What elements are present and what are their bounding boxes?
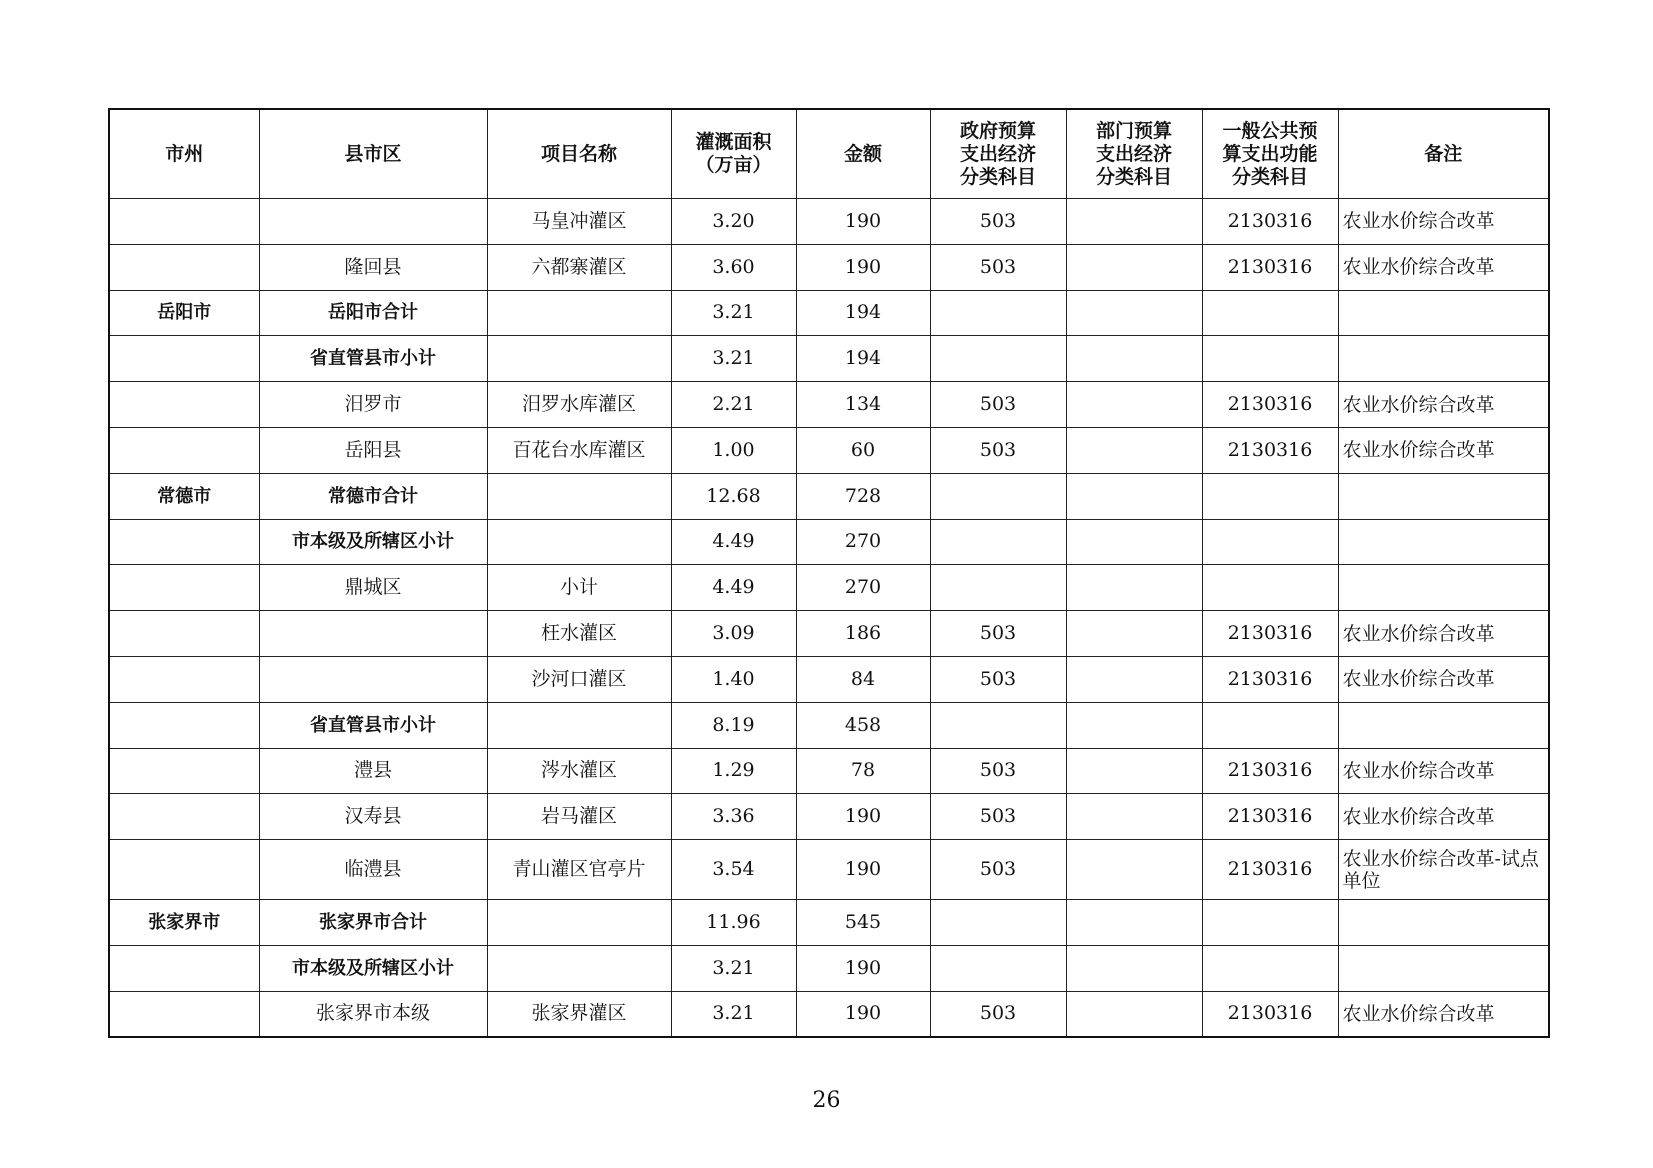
irrigation-area-cell: 1.40 — [671, 656, 796, 702]
amount-cell: 270 — [796, 519, 930, 565]
functional-class-cell: 2130316 — [1202, 991, 1338, 1037]
gov-economic-class-cell: 503 — [930, 748, 1066, 794]
remarks-cell: 农业水价综合改革 — [1338, 611, 1549, 657]
gov-economic-class-cell: 503 — [930, 427, 1066, 473]
project-name-cell — [487, 290, 671, 336]
amount-cell: 458 — [796, 702, 930, 748]
project-name-cell — [487, 900, 671, 946]
functional-class-cell — [1202, 702, 1338, 748]
city-cell: 岳阳市 — [109, 290, 259, 336]
irrigation-area-cell: 12.68 — [671, 473, 796, 519]
table-row — [109, 611, 1549, 657]
gov-economic-class-cell: 503 — [930, 382, 1066, 428]
irrigation-area-cell: 3.20 — [671, 199, 796, 245]
project-name-cell — [487, 702, 671, 748]
dept-economic-class-cell — [1066, 611, 1202, 657]
irrigation-area-cell: 3.60 — [671, 244, 796, 290]
table-row — [109, 244, 1549, 290]
dept-economic-class-cell — [1066, 382, 1202, 428]
county-cell: 市本级及所辖区小计 — [259, 945, 487, 991]
functional-class-cell: 2130316 — [1202, 427, 1338, 473]
budget-table — [108, 108, 1550, 1038]
remarks-cell — [1338, 702, 1549, 748]
irrigation-area-header — [671, 109, 796, 199]
city-cell — [109, 199, 259, 245]
irrigation-area-cell: 4.49 — [671, 519, 796, 565]
gov-economic-class-cell — [930, 336, 1066, 382]
dept-economic-class-cell — [1066, 991, 1202, 1037]
gov-economic-class-cell — [930, 900, 1066, 946]
irrigation-area-cell: 1.29 — [671, 748, 796, 794]
city-cell — [109, 702, 259, 748]
table-row — [109, 900, 1549, 946]
county-cell: 澧县 — [259, 748, 487, 794]
project-name-cell: 小计 — [487, 565, 671, 611]
page-number: 26 — [812, 1088, 841, 1113]
city-cell — [109, 611, 259, 657]
header-line: 备注 — [1424, 142, 1463, 165]
table-row — [109, 656, 1549, 702]
dept-economic-class-cell — [1066, 748, 1202, 794]
header-line: 分类科目 — [1095, 165, 1172, 188]
functional-class-cell — [1202, 473, 1338, 519]
city-cell — [109, 427, 259, 473]
county-cell: 岳阳县 — [259, 427, 487, 473]
amount-cell: 190 — [796, 945, 930, 991]
functional-class-cell — [1202, 900, 1338, 946]
dept-economic-class-cell — [1066, 244, 1202, 290]
city-cell — [109, 336, 259, 382]
amount-cell: 545 — [796, 900, 930, 946]
amount-cell: 78 — [796, 748, 930, 794]
amount-cell: 728 — [796, 473, 930, 519]
functional-class-cell — [1202, 290, 1338, 336]
city-cell: 张家界市 — [109, 900, 259, 946]
header-line: 灌溉面积 — [695, 131, 772, 153]
functional-class-cell: 2130316 — [1202, 656, 1338, 702]
amount-cell: 190 — [796, 840, 930, 900]
irrigation-area-cell: 3.21 — [671, 945, 796, 991]
header-line: 部门预算 — [1095, 119, 1172, 142]
county-cell: 岳阳市合计 — [259, 290, 487, 336]
functional-class-cell: 2130316 — [1202, 611, 1338, 657]
county-cell: 张家界市本级 — [259, 991, 487, 1037]
remarks-cell: 农业水价综合改革 — [1338, 748, 1549, 794]
irrigation-area-cell: 3.09 — [671, 611, 796, 657]
functional-class-cell: 2130316 — [1202, 840, 1338, 900]
irrigation-area-cell: 3.21 — [671, 290, 796, 336]
gov-economic-class-cell: 503 — [930, 199, 1066, 245]
irrigation-area-cell: 3.21 — [671, 991, 796, 1037]
project-name-cell: 汨罗水库灌区 — [487, 382, 671, 428]
dept-economic-class-cell — [1066, 473, 1202, 519]
header-line: 一般公共预 — [1222, 119, 1318, 142]
county-cell: 市本级及所辖区小计 — [259, 519, 487, 565]
city-cell — [109, 565, 259, 611]
functional-class-cell — [1202, 519, 1338, 565]
functional-class-cell: 2130316 — [1202, 382, 1338, 428]
functional-class-cell — [1202, 565, 1338, 611]
irrigation-area-cell: 3.54 — [671, 840, 796, 900]
remarks-cell — [1338, 519, 1549, 565]
county-cell: 汨罗市 — [259, 382, 487, 428]
amount-cell: 270 — [796, 565, 930, 611]
gov-economic-class-cell — [930, 702, 1066, 748]
city-cell — [109, 945, 259, 991]
irrigation-area-cell: 11.96 — [671, 900, 796, 946]
table-row — [109, 473, 1549, 519]
header-line: 支出经济 — [959, 142, 1036, 165]
table-row — [109, 519, 1549, 565]
functional-class-cell — [1202, 945, 1338, 991]
header-line: 市州 — [165, 142, 204, 165]
table-body — [109, 199, 1549, 1038]
table-row — [109, 427, 1549, 473]
table-row — [109, 290, 1549, 336]
dept-economic-class-cell — [1066, 702, 1202, 748]
dept-economic-class-cell — [1066, 290, 1202, 336]
header-line: 项目名称 — [540, 142, 617, 165]
remarks-cell: 农业水价综合改革 — [1338, 656, 1549, 702]
remarks-cell — [1338, 945, 1549, 991]
gov-economic-class-cell: 503 — [930, 794, 1066, 840]
county-cell: 鼎城区 — [259, 565, 487, 611]
remarks-cell: 农业水价综合改革 — [1338, 794, 1549, 840]
project-name-cell — [487, 473, 671, 519]
table-row — [109, 748, 1549, 794]
gov-economic-class-cell — [930, 290, 1066, 336]
dept-economic-class-cell — [1066, 840, 1202, 900]
gov-economic-class-cell — [930, 519, 1066, 565]
functional-class-cell: 2130316 — [1202, 794, 1338, 840]
project-name-cell: 涔水灌区 — [487, 748, 671, 794]
header-line: 分类科目 — [1231, 165, 1308, 188]
remarks-cell — [1338, 336, 1549, 382]
remarks-header — [1338, 109, 1549, 199]
gov-economic-class-header — [930, 109, 1066, 199]
amount-cell: 134 — [796, 382, 930, 428]
dept-economic-class-cell — [1066, 900, 1202, 946]
city-cell — [109, 748, 259, 794]
remarks-cell — [1338, 290, 1549, 336]
county-cell: 汉寿县 — [259, 794, 487, 840]
header-line: 支出经济 — [1095, 142, 1172, 165]
amount-cell: 190 — [796, 794, 930, 840]
table-row — [109, 336, 1549, 382]
remarks-cell — [1338, 900, 1549, 946]
remarks-cell: 农业水价综合改革 — [1338, 427, 1549, 473]
county-cell: 隆回县 — [259, 244, 487, 290]
dept-economic-class-header — [1066, 109, 1202, 199]
amount-cell: 190 — [796, 244, 930, 290]
functional-class-cell: 2130316 — [1202, 748, 1338, 794]
header-row — [109, 109, 1549, 199]
gov-economic-class-cell: 503 — [930, 244, 1066, 290]
remarks-cell — [1338, 473, 1549, 519]
city-cell — [109, 840, 259, 900]
header-line: 政府预算 — [959, 119, 1036, 142]
county-cell: 省直管县市小计 — [259, 702, 487, 748]
dept-economic-class-cell — [1066, 945, 1202, 991]
dept-economic-class-cell — [1066, 656, 1202, 702]
table-row — [109, 794, 1549, 840]
gov-economic-class-cell: 503 — [930, 991, 1066, 1037]
table-header — [109, 109, 1549, 199]
city-cell: 常德市 — [109, 473, 259, 519]
header-line: 算支出功能 — [1222, 142, 1318, 165]
table-row — [109, 945, 1549, 991]
amount-cell: 194 — [796, 290, 930, 336]
gov-economic-class-cell — [930, 945, 1066, 991]
remarks-cell: 农业水价综合改革 — [1338, 199, 1549, 245]
functional-class-cell: 2130316 — [1202, 244, 1338, 290]
city-cell — [109, 991, 259, 1037]
header-line: 县市区 — [344, 142, 402, 165]
gov-economic-class-cell — [930, 473, 1066, 519]
project-name-cell: 百花台水库灌区 — [487, 427, 671, 473]
remarks-cell: 农业水价综合改革-试点单位 — [1338, 840, 1549, 900]
county-cell: 临澧县 — [259, 840, 487, 900]
gov-economic-class-cell: 503 — [930, 656, 1066, 702]
county-cell: 张家界市合计 — [259, 900, 487, 946]
city-cell — [109, 244, 259, 290]
county-cell — [259, 199, 487, 245]
amount-cell: 60 — [796, 427, 930, 473]
functional-class-header — [1202, 109, 1338, 199]
amount-header — [796, 109, 930, 199]
gov-economic-class-cell: 503 — [930, 840, 1066, 900]
county-cell: 省直管县市小计 — [259, 336, 487, 382]
table-row — [109, 991, 1549, 1037]
amount-cell: 190 — [796, 991, 930, 1037]
city-cell — [109, 656, 259, 702]
project-name-cell: 枉水灌区 — [487, 611, 671, 657]
county-header — [259, 109, 487, 199]
irrigation-area-cell: 4.49 — [671, 565, 796, 611]
irrigation-area-cell: 3.36 — [671, 794, 796, 840]
header-line: 分类科目 — [959, 165, 1036, 188]
dept-economic-class-cell — [1066, 336, 1202, 382]
county-cell — [259, 656, 487, 702]
city-cell — [109, 794, 259, 840]
project-name-cell — [487, 336, 671, 382]
project-name-cell: 六都寨灌区 — [487, 244, 671, 290]
dept-economic-class-cell — [1066, 199, 1202, 245]
table-row — [109, 382, 1549, 428]
project-name-cell — [487, 945, 671, 991]
table-row — [109, 565, 1549, 611]
project-name-cell: 青山灌区官亭片 — [487, 840, 671, 900]
gov-economic-class-cell: 503 — [930, 611, 1066, 657]
amount-cell: 194 — [796, 336, 930, 382]
table-row — [109, 702, 1549, 748]
dept-economic-class-cell — [1066, 427, 1202, 473]
project-name-header — [487, 109, 671, 199]
city-header — [109, 109, 259, 199]
dept-economic-class-cell — [1066, 519, 1202, 565]
dept-economic-class-cell — [1066, 794, 1202, 840]
dept-economic-class-cell — [1066, 565, 1202, 611]
table-row — [109, 199, 1549, 245]
remarks-cell: 农业水价综合改革 — [1338, 244, 1549, 290]
functional-class-cell: 2130316 — [1202, 199, 1338, 245]
city-cell — [109, 519, 259, 565]
amount-cell: 186 — [796, 611, 930, 657]
project-name-cell: 岩马灌区 — [487, 794, 671, 840]
project-name-cell: 马皇冲灌区 — [487, 199, 671, 245]
county-cell: 常德市合计 — [259, 473, 487, 519]
project-name-cell: 沙河口灌区 — [487, 656, 671, 702]
header-line: 金额 — [843, 142, 882, 165]
irrigation-area-cell: 8.19 — [671, 702, 796, 748]
gov-economic-class-cell — [930, 565, 1066, 611]
project-name-cell — [487, 519, 671, 565]
irrigation-area-cell: 3.21 — [671, 336, 796, 382]
functional-class-cell — [1202, 336, 1338, 382]
remarks-cell: 农业水价综合改革 — [1338, 382, 1549, 428]
remarks-cell: 农业水价综合改革 — [1338, 991, 1549, 1037]
county-cell — [259, 611, 487, 657]
remarks-cell — [1338, 565, 1549, 611]
amount-cell: 84 — [796, 656, 930, 702]
irrigation-area-cell: 2.21 — [671, 382, 796, 428]
city-cell — [109, 382, 259, 428]
header-line: （万亩） — [695, 154, 772, 176]
irrigation-area-cell: 1.00 — [671, 427, 796, 473]
table-row — [109, 840, 1549, 900]
amount-cell: 190 — [796, 199, 930, 245]
project-name-cell: 张家界灌区 — [487, 991, 671, 1037]
